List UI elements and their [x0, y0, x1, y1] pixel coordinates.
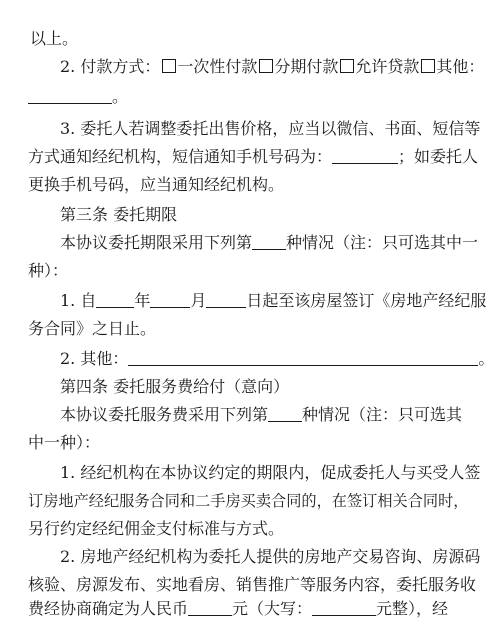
- text-line: 另行约定经纪佣金支付标准与方式。: [28, 519, 285, 538]
- payment-method-line: [60, 56, 484, 78]
- option-label: 分期付款: [274, 57, 339, 76]
- text-line: 2. 房地产经纪机构为委托人提供的房地产交易咨询、房源码: [60, 547, 481, 566]
- text-segment: 。: [112, 87, 129, 106]
- text-segment: 2. 其他：: [60, 349, 129, 368]
- option-label: 一次性付款: [177, 57, 258, 76]
- text-segment: 费经协商确定为人民币: [28, 599, 189, 618]
- blank-field[interactable]: [188, 599, 232, 616]
- text-line: [28, 146, 478, 168]
- text-line: [28, 86, 128, 108]
- text-line: [60, 290, 486, 312]
- text-segment: 1. 自: [60, 291, 97, 310]
- section-heading: 第三条 委托期限: [60, 205, 178, 224]
- text-line: [60, 232, 478, 254]
- text-line: [28, 598, 448, 620]
- text-segment: 年: [134, 291, 151, 310]
- text-segment: 元（大写：: [232, 599, 313, 618]
- text-segment: 种情况（注：只可选其中一: [286, 233, 479, 252]
- text-segment: 本协议委托期限采用下列第: [60, 233, 253, 252]
- checkbox-lump-sum[interactable]: [162, 59, 176, 73]
- blank-field[interactable]: [96, 291, 134, 308]
- text-line: 核验、房源发布、实地看房、销售推广等服务内容，委托服务收: [28, 575, 477, 594]
- section-heading: 第四条 委托服务费给付（意向）: [60, 377, 290, 396]
- text-segment: 元整），经: [376, 599, 449, 618]
- text-segment: 。: [478, 349, 495, 368]
- text-line: [60, 404, 462, 426]
- blank-field[interactable]: [206, 291, 246, 308]
- text-segment: 2. 付款方式：: [60, 57, 161, 76]
- text-segment: 方式通知经纪机构，短信通知手机号码为：: [28, 147, 333, 166]
- blank-field[interactable]: [150, 291, 190, 308]
- text-line: 以上。: [30, 29, 79, 48]
- text-line: 更换手机号码，应当通知经纪机构。: [28, 175, 285, 194]
- text-segment: 日起至该房屋签订《房地产经纪服: [246, 291, 487, 310]
- text-line: 订房地产经纪服务合同和二手房买卖合同的，在签订相关合同时，: [28, 492, 469, 510]
- blank-field[interactable]: [312, 599, 376, 616]
- checkbox-other[interactable]: [421, 59, 435, 73]
- blank-field[interactable]: [252, 233, 286, 250]
- text-segment: 种情况（注：只可选其: [302, 405, 463, 424]
- text-segment: ；如委托人: [398, 147, 479, 166]
- text-segment: 月: [190, 291, 207, 310]
- option-label: 允许贷款: [355, 57, 420, 76]
- checkbox-loan[interactable]: [340, 59, 354, 73]
- text-line: 1. 经纪机构在本协议约定的期限内，促成委托人与买受人签: [60, 463, 481, 482]
- blank-field[interactable]: [128, 349, 478, 366]
- blank-field[interactable]: [332, 147, 398, 164]
- text-line: 务合同》之日止。: [28, 319, 157, 338]
- blank-field[interactable]: [268, 405, 302, 422]
- text-line: 种）：: [28, 261, 69, 280]
- text-line: 3. 委托人若调整委托出售价格，应当以微信、书面、短信等: [60, 119, 481, 138]
- text-line: [60, 348, 494, 370]
- blank-field[interactable]: [28, 87, 112, 104]
- option-label: 其他：: [436, 57, 485, 76]
- text-segment: 本协议委托服务费采用下列第: [60, 405, 269, 424]
- checkbox-installment[interactable]: [259, 59, 273, 73]
- text-line: 中一种）：: [28, 433, 101, 452]
